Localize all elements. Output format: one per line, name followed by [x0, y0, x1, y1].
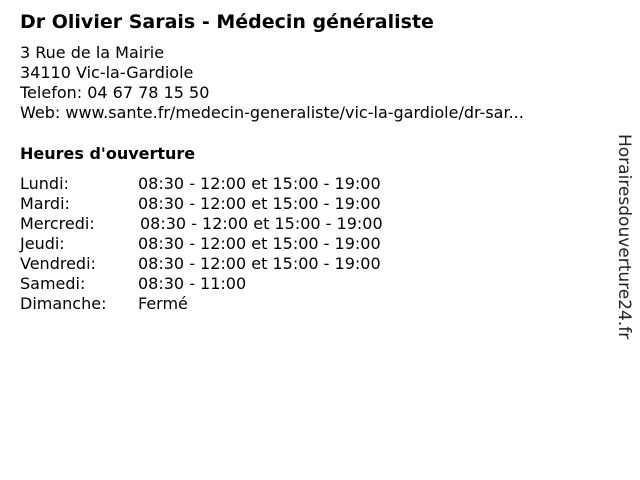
- city-address: 34110 Vic-la-Gardiole: [20, 63, 194, 82]
- day-label: Dimanche:: [20, 294, 107, 313]
- hours-heading: Heures d'ouverture: [20, 144, 196, 163]
- day-label: Samedi:: [20, 274, 86, 293]
- day-hours: 08:30 - 12:00 et 15:00 - 19:00: [138, 174, 381, 193]
- street-address: 3 Rue de la Mairie: [20, 43, 165, 62]
- day-label: Mardi:: [20, 194, 70, 213]
- watermark-text: Horairesdouverture24.fr: [614, 134, 634, 340]
- day-hours: 08:30 - 11:00: [138, 274, 247, 293]
- site-watermark: [611, 134, 635, 344]
- day-label: Jeudi:: [20, 234, 65, 253]
- contact-block: [20, 43, 524, 123]
- day-label: Mercredi:: [20, 214, 95, 233]
- page-title: Dr Olivier Sarais - Médecin généraliste: [20, 11, 434, 33]
- day-label: Vendredi:: [20, 254, 96, 273]
- day-hours: Fermé: [138, 294, 188, 313]
- website-link[interactable]: Web: www.sante.fr/medecin-generaliste/vic-la-gardiole/dr-sar...: [20, 103, 524, 122]
- phone-number: Telefon: 04 67 78 15 50: [20, 83, 210, 102]
- day-hours: 08:30 - 12:00 et 15:00 - 19:00: [138, 194, 381, 213]
- day-hours: 08:30 - 12:00 et 15:00 - 19:00: [140, 214, 383, 233]
- day-label: Lundi:: [20, 174, 69, 193]
- day-hours: 08:30 - 12:00 et 15:00 - 19:00: [138, 234, 381, 253]
- day-hours: 08:30 - 12:00 et 15:00 - 19:00: [138, 254, 381, 273]
